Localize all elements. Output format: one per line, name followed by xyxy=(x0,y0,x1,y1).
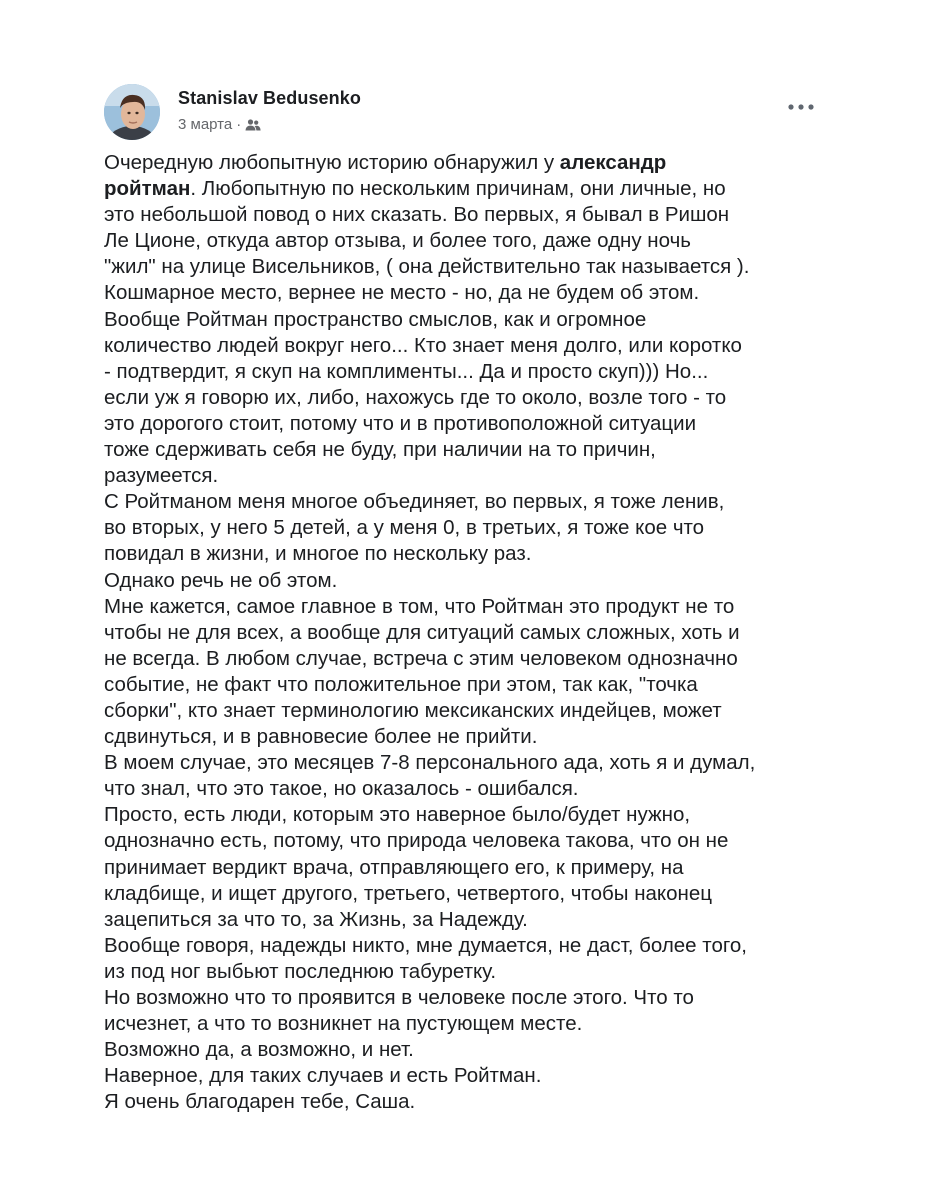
post-line-1 xyxy=(104,150,844,176)
post-text-line: исчезнет, а что то возникнет на пустующем месте. xyxy=(104,1012,583,1036)
post-text-line: не всегда. В любом случае, встреча с этим человеком однозначно xyxy=(104,646,738,670)
post-text-line: если уж я говорю их, либо, нахожусь где то около, возле того - то xyxy=(104,385,727,409)
post-text-line: кладбище, и ищет другого, третьего, четвертого, чтобы наконец xyxy=(104,881,712,905)
post-text-line: С Ройтманом меня многое объединяет, во первых, я тоже ленив, xyxy=(104,490,725,514)
post-text-line: Ле Ционе, откуда автор отзыва, и более того, даже одну ночь xyxy=(104,229,691,253)
post-text-line: сборки", кто знает терминологию мексиканских индейцев, может xyxy=(104,698,722,722)
post-text-line: принимает вердикт врача, отправляющего его, к примеру, на xyxy=(104,855,684,879)
post-body xyxy=(104,150,844,1115)
author-avatar[interactable] xyxy=(104,84,160,140)
more-options-icon xyxy=(788,104,814,110)
post-text-line: В моем случае, это месяцев 7-8 персонального ада, хоть я и думал, xyxy=(104,751,756,775)
post-line-2 xyxy=(104,176,844,202)
post-text-line: сдвинуться, и в равновесие более не прийти. xyxy=(104,725,538,749)
more-options-button[interactable] xyxy=(784,96,818,118)
post-text-line: Вообще Ройтман пространство смыслов, как и огромное xyxy=(104,307,647,331)
post-text-line: - подтвердит, я скуп на комплименты... Да и просто скуп))) Но... xyxy=(104,359,709,383)
post-intro-text: Очередную любопытную историю обнаружил у xyxy=(104,151,560,174)
post-text-line: количество людей вокруг него... Кто знает меня долго, или коротко xyxy=(104,333,742,357)
meta-separator: · xyxy=(236,116,242,133)
post-header xyxy=(104,84,824,140)
post-text-line: повидал в жизни, и многое по нескольку раз. xyxy=(104,542,532,566)
post-text-line: это дорогого стоит, потому что и в противоположной ситуации xyxy=(104,411,697,435)
post-text-line: зацепиться за что то, за Жизнь, за Надежду. xyxy=(104,907,528,931)
post-text-line: Наверное, для таких случаев и есть Ройтман. xyxy=(104,1064,542,1088)
post-text-line: Но возможно что то проявится в человеке после этого. Что то xyxy=(104,986,694,1009)
post-text-line: Мне кажется, самое главное в том, что Ройтман это продукт не то xyxy=(104,594,735,618)
post-text-line: чтобы не для всех, а вообще для ситуаций самых сложных, хоть и xyxy=(104,620,740,644)
post-text-line: Однако речь не об этом. xyxy=(104,568,338,592)
post-text-line: Возможно да, а возможно, и нет. xyxy=(104,1038,414,1062)
post-date[interactable]: 3 марта xyxy=(178,116,233,133)
post-text-line: тоже сдерживать себя не буду, при наличии на то причин, xyxy=(104,438,656,462)
post-text-line: "жил" на улице Висельников, ( она действительно так называется ). xyxy=(104,255,750,279)
post-text-line: Я очень благодарен тебе, Саша. xyxy=(104,1090,416,1114)
post-text-line: Вообще говоря, надежды никто, мне думается, не даст, более того, xyxy=(104,933,747,957)
post-text-line: это небольшой повод о них сказать. Во первых, я бывал в Ришон xyxy=(104,203,730,227)
post-text-line: что знал, что это такое, но оказалось - ошибался. xyxy=(104,777,579,801)
post-lines xyxy=(104,202,844,1115)
post-text-line: Кошмарное место, вернее не место - но, да не будем об этом. xyxy=(104,281,700,305)
post-text-line: из под ног выбьют последнюю табуретку. xyxy=(104,959,497,983)
author-mention-link[interactable]: александр xyxy=(559,151,667,174)
post-text-line: разумеется. xyxy=(104,464,219,488)
post-meta xyxy=(178,116,261,133)
author-mention-link-2[interactable]: ройтман xyxy=(104,177,191,201)
avatar-photo-icon xyxy=(104,84,160,140)
post-text-line: . Любопытную по нескольким причинам, они личные, но xyxy=(190,177,726,201)
post-text-line: Просто, есть люди, которым это наверное было/будет нужно, xyxy=(104,803,691,827)
author-name[interactable]: Stanislav Bedusenko xyxy=(178,88,361,108)
friends-icon[interactable] xyxy=(245,118,261,132)
post-text-line: событие, не факт что положительное при этом, так как, "точка xyxy=(104,672,698,696)
post-text-line: во вторых, у него 5 детей, а у меня 0, в третьих, я тоже кое что xyxy=(104,516,705,540)
post-text-line: однозначно есть, потому, что природа человека такова, что он не xyxy=(104,829,729,853)
